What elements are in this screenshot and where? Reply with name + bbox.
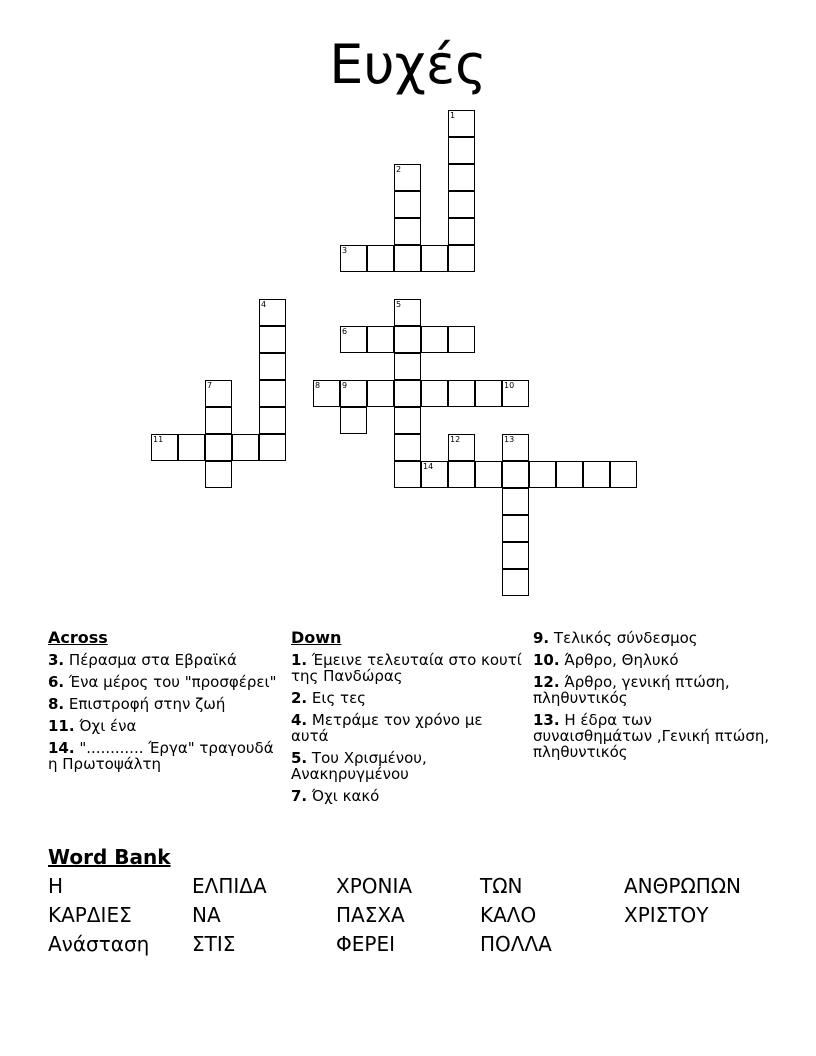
crossword-cell[interactable] [502, 488, 529, 515]
clue-down-7 [291, 788, 523, 804]
crossword-cell[interactable] [448, 245, 475, 272]
clue-number: 12. [533, 673, 560, 691]
clue-down-10 [533, 652, 773, 668]
word-bank-item: ΚΑΡΔΙΕΣ [48, 903, 132, 927]
crossword-cell[interactable] [529, 461, 556, 488]
clue-number: 4. [291, 711, 308, 729]
crossword-cell[interactable] [259, 434, 286, 461]
clue-number: 9. [533, 629, 550, 647]
crossword-cell[interactable] [259, 407, 286, 434]
clue-text: Έμεινε τελευταία στο κουτί της Πανδώρας [291, 651, 522, 685]
clue-number-label: 13 [504, 435, 515, 444]
clue-text: "............ Έργα" τραγουδά η Πρωτοψάλτη [48, 739, 274, 773]
crossword-cell[interactable] [394, 434, 421, 461]
clue-across-6 [48, 674, 280, 690]
crossword-cell[interactable] [394, 191, 421, 218]
crossword-cell[interactable] [367, 245, 394, 272]
clue-number-label: 11 [153, 435, 164, 444]
clue-down-12 [533, 674, 773, 706]
clue-text: Ένα μέρος του "προσφέρει" [68, 673, 277, 691]
down-heading: Down [291, 628, 342, 647]
crossword-cell[interactable] [502, 569, 529, 596]
word-bank-item: ΚΑΛΟ [480, 903, 537, 927]
crossword-cell[interactable] [340, 407, 367, 434]
clue-number-label: 5 [396, 300, 402, 309]
clue-down-9 [533, 630, 773, 646]
word-bank-item: ΑΝΘΡΩΠΩΝ [624, 874, 742, 898]
crossword-cell[interactable] [205, 380, 232, 407]
crossword-cell[interactable] [448, 218, 475, 245]
crossword-cell[interactable] [448, 110, 475, 137]
crossword-cell[interactable] [421, 380, 448, 407]
crossword-cell[interactable] [340, 326, 367, 353]
crossword-cell[interactable] [367, 380, 394, 407]
crossword-cell[interactable] [583, 461, 610, 488]
crossword-cell[interactable] [421, 245, 448, 272]
crossword-cell[interactable] [502, 380, 529, 407]
clue-text: Του Χρισμένου, Ανακηρυγμένου [291, 749, 427, 783]
crossword-cell[interactable] [367, 326, 394, 353]
crossword-cell[interactable] [394, 380, 421, 407]
word-bank-item: ΠΟΛΛΑ [480, 932, 552, 956]
clue-number: 6. [48, 673, 65, 691]
clue-number: 8. [48, 695, 65, 713]
crossword-cell[interactable] [394, 407, 421, 434]
word-bank-item: ΧΡΙΣΤΟΥ [624, 903, 709, 927]
clue-down-13 [533, 712, 773, 760]
crossword-cell[interactable] [421, 326, 448, 353]
clue-across-8 [48, 696, 280, 712]
crossword-cell[interactable] [475, 380, 502, 407]
across-heading: Across [48, 628, 108, 647]
crossword-cell[interactable] [394, 353, 421, 380]
crossword-cell[interactable] [502, 542, 529, 569]
crossword-cell[interactable] [502, 461, 529, 488]
crossword-cell[interactable] [259, 380, 286, 407]
crossword-cell[interactable] [502, 515, 529, 542]
clue-number: 2. [291, 689, 308, 707]
clue-text: Μετράμε τον χρόνο με αυτά [291, 711, 483, 745]
clue-number-label: 8 [315, 381, 321, 390]
word-bank-item: Η [48, 874, 64, 898]
crossword-cell[interactable] [340, 380, 367, 407]
clue-down-5 [291, 750, 523, 782]
crossword-cell[interactable] [205, 461, 232, 488]
clue-number-label: 4 [261, 300, 267, 309]
down-clues-continued [533, 630, 773, 766]
clue-number: 13. [533, 711, 560, 729]
clue-text: Όχι ένα [79, 717, 137, 735]
crossword-cell[interactable] [394, 164, 421, 191]
word-bank-item: Ανάσταση [48, 932, 150, 956]
crossword-cell[interactable] [394, 461, 421, 488]
word-bank-item: ΠΑΣΧΑ [336, 903, 405, 927]
word-bank-heading: Word Bank [48, 845, 171, 869]
clue-number: 5. [291, 749, 308, 767]
across-clues [48, 628, 280, 778]
clue-text: Πέρασμα στα Εβραϊκά [68, 651, 237, 669]
crossword-cell[interactable] [259, 353, 286, 380]
clue-across-11 [48, 718, 280, 734]
clue-text: Τελικός σύνδεσμος [553, 629, 698, 647]
crossword-cell[interactable] [556, 461, 583, 488]
down-clues [291, 628, 523, 810]
clue-number: 1. [291, 651, 308, 669]
crossword-cell[interactable] [313, 380, 340, 407]
crossword-cell[interactable] [178, 434, 205, 461]
crossword-cell[interactable] [448, 434, 475, 461]
crossword-cell[interactable] [205, 407, 232, 434]
clue-number: 3. [48, 651, 65, 669]
crossword-cell[interactable] [502, 434, 529, 461]
clue-number-label: 6 [342, 327, 348, 336]
crossword-cell[interactable] [259, 326, 286, 353]
crossword-cell[interactable] [340, 245, 367, 272]
clue-number: 7. [291, 787, 308, 805]
crossword-cell[interactable] [394, 245, 421, 272]
word-bank-item: ΤΩΝ [480, 874, 523, 898]
word-bank-item: ΦΕΡΕΙ [336, 932, 395, 956]
clue-text: Επιστροφή στην ζωή [68, 695, 226, 713]
crossword-cell[interactable] [610, 461, 637, 488]
crossword-cell[interactable] [151, 434, 178, 461]
clue-number-label: 3 [342, 246, 348, 255]
clue-number: 10. [533, 651, 560, 669]
crossword-cell[interactable] [448, 380, 475, 407]
clue-text: Άρθρο, Θηλυκό [564, 651, 679, 669]
clue-text: Εις τες [311, 689, 366, 707]
clue-number-label: 7 [207, 381, 213, 390]
word-bank-item: ΕΛΠΙΔΑ [192, 874, 267, 898]
clue-number: 14. [48, 739, 75, 757]
crossword-cell[interactable] [448, 326, 475, 353]
crossword-cell[interactable] [205, 434, 232, 461]
clue-number-label: 2 [396, 165, 402, 174]
crossword-cell[interactable] [448, 191, 475, 218]
crossword-cell[interactable] [394, 218, 421, 245]
word-bank-item: ΧΡΟΝΙΑ [336, 874, 413, 898]
clue-text: Η έδρα των συναισθημάτων ,Γενική πτώση, πληθυντικός [533, 711, 770, 761]
clue-number-label: 9 [342, 381, 348, 390]
crossword-cell[interactable] [475, 461, 502, 488]
clue-number-label: 10 [504, 381, 515, 390]
clue-down-2 [291, 690, 523, 706]
crossword-cell[interactable] [232, 434, 259, 461]
clue-number-label: 14 [423, 462, 434, 471]
crossword-cell[interactable] [259, 299, 286, 326]
word-bank-item: ΝΑ [192, 903, 221, 927]
crossword-cell[interactable] [394, 326, 421, 353]
crossword-cell[interactable] [421, 461, 448, 488]
clue-number: 11. [48, 717, 75, 735]
crossword-cell[interactable] [394, 299, 421, 326]
crossword-cell[interactable] [448, 137, 475, 164]
clue-down-1 [291, 652, 523, 684]
clue-across-14 [48, 740, 280, 772]
clue-text: Όχι κακό [311, 787, 380, 805]
clue-number-label: 12 [450, 435, 461, 444]
word-bank-item: ΣΤΙΣ [192, 932, 236, 956]
clue-number-label: 1 [450, 111, 456, 120]
crossword-cell[interactable] [448, 461, 475, 488]
crossword-cell[interactable] [448, 164, 475, 191]
page-title: Ευχές [329, 33, 487, 96]
clue-text: Άρθρο, γενική πτώση, πληθυντικός [533, 673, 730, 707]
clue-down-4 [291, 712, 523, 744]
clue-across-3 [48, 652, 280, 668]
